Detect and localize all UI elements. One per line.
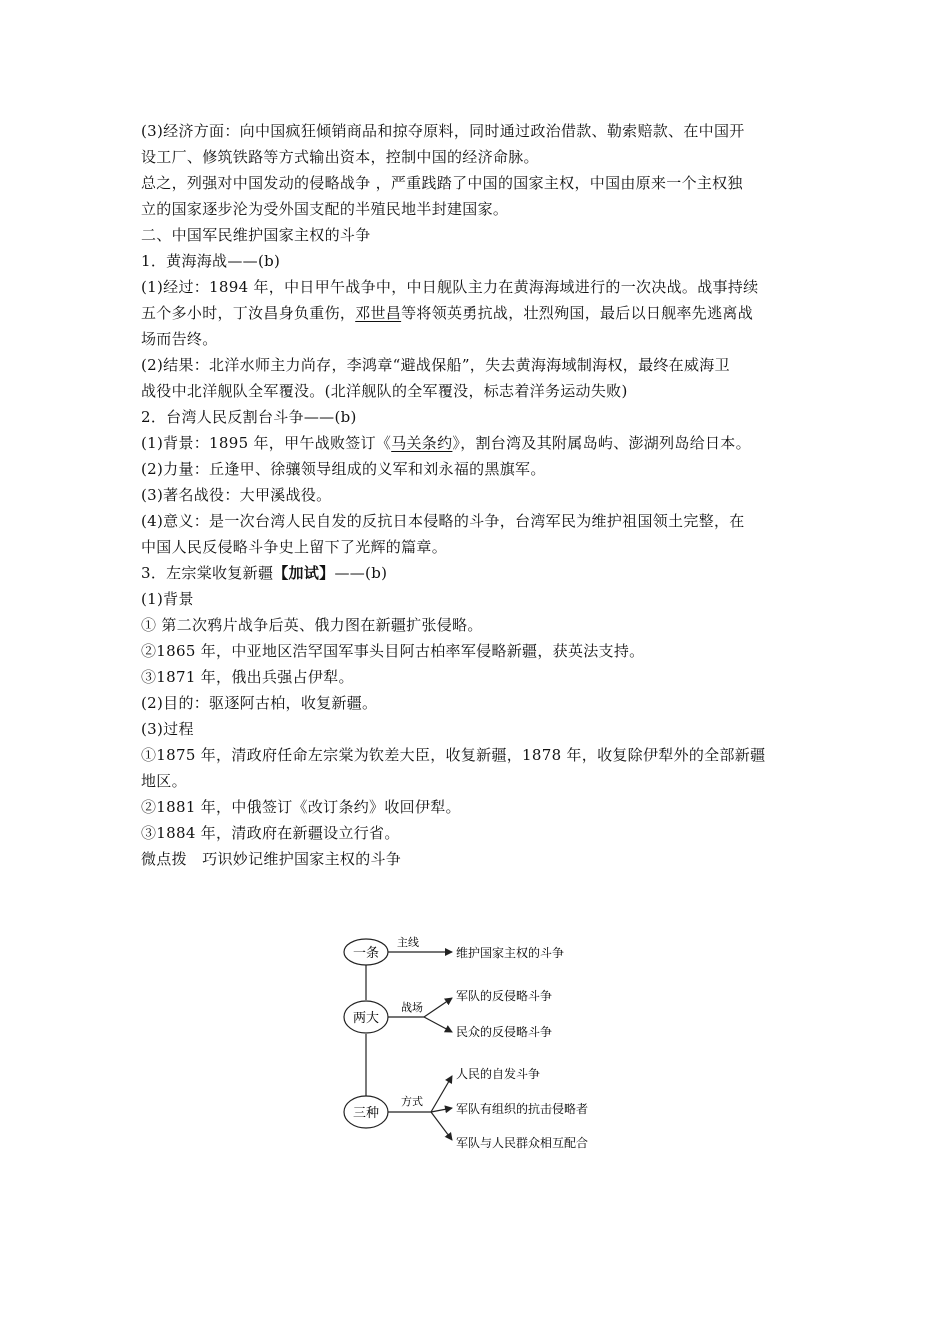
arrow (424, 998, 452, 1017)
edge-label: 主线 (397, 936, 419, 949)
node-label: 三种 (352, 1106, 380, 1121)
paragraph: 战役中北洋舰队全军覆没。(北洋舰队的全军覆没，标志着洋务运动失败) (141, 382, 628, 400)
leaf-label: 民众的反侵略斗争 (456, 1025, 553, 1039)
text-span: 五个多小时，丁汝昌身负重伤， (141, 304, 356, 322)
node-label: 两大 (352, 1011, 380, 1026)
paragraph: ①1875 年，清政府任命左宗棠为钦差大臣，收复新疆，1878 年，收复除伊犁外的全部新疆 (141, 746, 766, 764)
paragraph: ②1881 年，中俄签订《改订条约》收回伊犁。 (141, 798, 461, 816)
paragraph: ②1865 年，中亚地区浩罕国军事头目阿古柏率军侵略新疆，获英法支持。 (141, 642, 645, 660)
subsection-heading (141, 560, 821, 586)
underlined-term: 邓世昌 (355, 304, 402, 322)
leaf-label: 军队有组织的抗击侵略者 (456, 1102, 589, 1116)
edge-label: 方式 (401, 1095, 423, 1108)
section-heading: 二、中国军民维护国家主权的斗争 (141, 226, 371, 244)
text-span: 》，割台湾及其附属岛屿、澎湖列岛给日本。 (452, 434, 751, 452)
leaf-label: 军队的反侵略斗争 (456, 989, 553, 1003)
node-label: 一条 (352, 946, 380, 961)
underlined-term: 马关条约 (391, 434, 453, 452)
text-span: 3．左宗棠收复新疆 (141, 564, 274, 582)
paragraph: 总之，列强对中国发动的侵略战争 ，严重践踏了中国的国家主权，中国由原来一个主权独 (141, 174, 743, 192)
paragraph: 场而告终。 (141, 330, 218, 348)
paragraph: (1)背景 (141, 590, 194, 608)
subsection-heading: 2．台湾人民反割台斗争——(b) (141, 408, 357, 426)
tip-heading: 微点拨 巧识妙记维护国家主权的斗争 (141, 850, 402, 868)
paragraph: (2)结果：北洋水师主力尚存，李鸿章“避战保船”，失去黄海海域制海权，最终在威海卫 (141, 356, 730, 374)
leaf-label: 军队与人民群众相互配合 (456, 1136, 589, 1150)
text-span: (1)背景：1895 年，甲午战败签订《 (141, 434, 392, 452)
paragraph: ③1884 年，清政府在新疆设立行省。 (141, 824, 400, 842)
paragraph: 中国人民反侵略斗争史上留下了光辉的篇章。 (141, 538, 448, 556)
paragraph: (3)经济方面：向中国疯狂倾销商品和掠夺原料，同时通过政治借款、勒索赔款、在中国开 (141, 122, 745, 140)
document-body (141, 118, 821, 872)
paragraph: 设工厂、修筑铁路等方式输出资本，控制中国的经济命脉。 (141, 148, 539, 166)
edge-label: 战场 (401, 1001, 423, 1014)
leaf-label: 维护国家主权的斗争 (456, 946, 565, 960)
paragraph: ③1871 年，俄出兵强占伊犁。 (141, 668, 354, 686)
subsection-heading: 1．黄海海战——(b) (141, 252, 281, 270)
mind-map-diagram (336, 932, 636, 1162)
paragraph: (2)力量：丘逢甲、徐骧领导组成的义军和刘永福的黑旗军。 (141, 460, 546, 478)
paragraph: (3)著名战役：大甲溪战役。 (141, 486, 332, 504)
paragraph: 立的国家逐步沦为受外国支配的半殖民地半封建国家。 (141, 200, 509, 218)
leaf-label: 人民的自发斗争 (456, 1067, 541, 1081)
paragraph (141, 430, 821, 456)
paragraph: ① 第二次鸦片战争后英、俄力图在新疆扩张侵略。 (141, 616, 483, 634)
text-span: 等将领英勇抗战，壮烈殉国，最后以日舰率先逃离战 (401, 304, 754, 322)
paragraph (141, 300, 821, 326)
text-span: ——(b) (334, 564, 388, 582)
extra-test-tag: 【加试】 (273, 564, 335, 582)
arrow (431, 1112, 452, 1140)
arrow (431, 1076, 452, 1112)
arrow (431, 1108, 452, 1112)
paragraph: (2)目的：驱逐阿古柏，收复新疆。 (141, 694, 378, 712)
paragraph: (1)经过：1894 年，中日甲午战争中，中日舰队主力在黄海海域进行的一次决战。战事持续 (141, 278, 759, 296)
arrow (424, 1017, 452, 1032)
paragraph: (3)过程 (141, 720, 194, 738)
paragraph: (4)意义：是一次台湾人民自发的反抗日本侵略的斗争，台湾军民为维护祖国领土完整，在 (141, 512, 745, 530)
paragraph: 地区。 (141, 772, 187, 790)
